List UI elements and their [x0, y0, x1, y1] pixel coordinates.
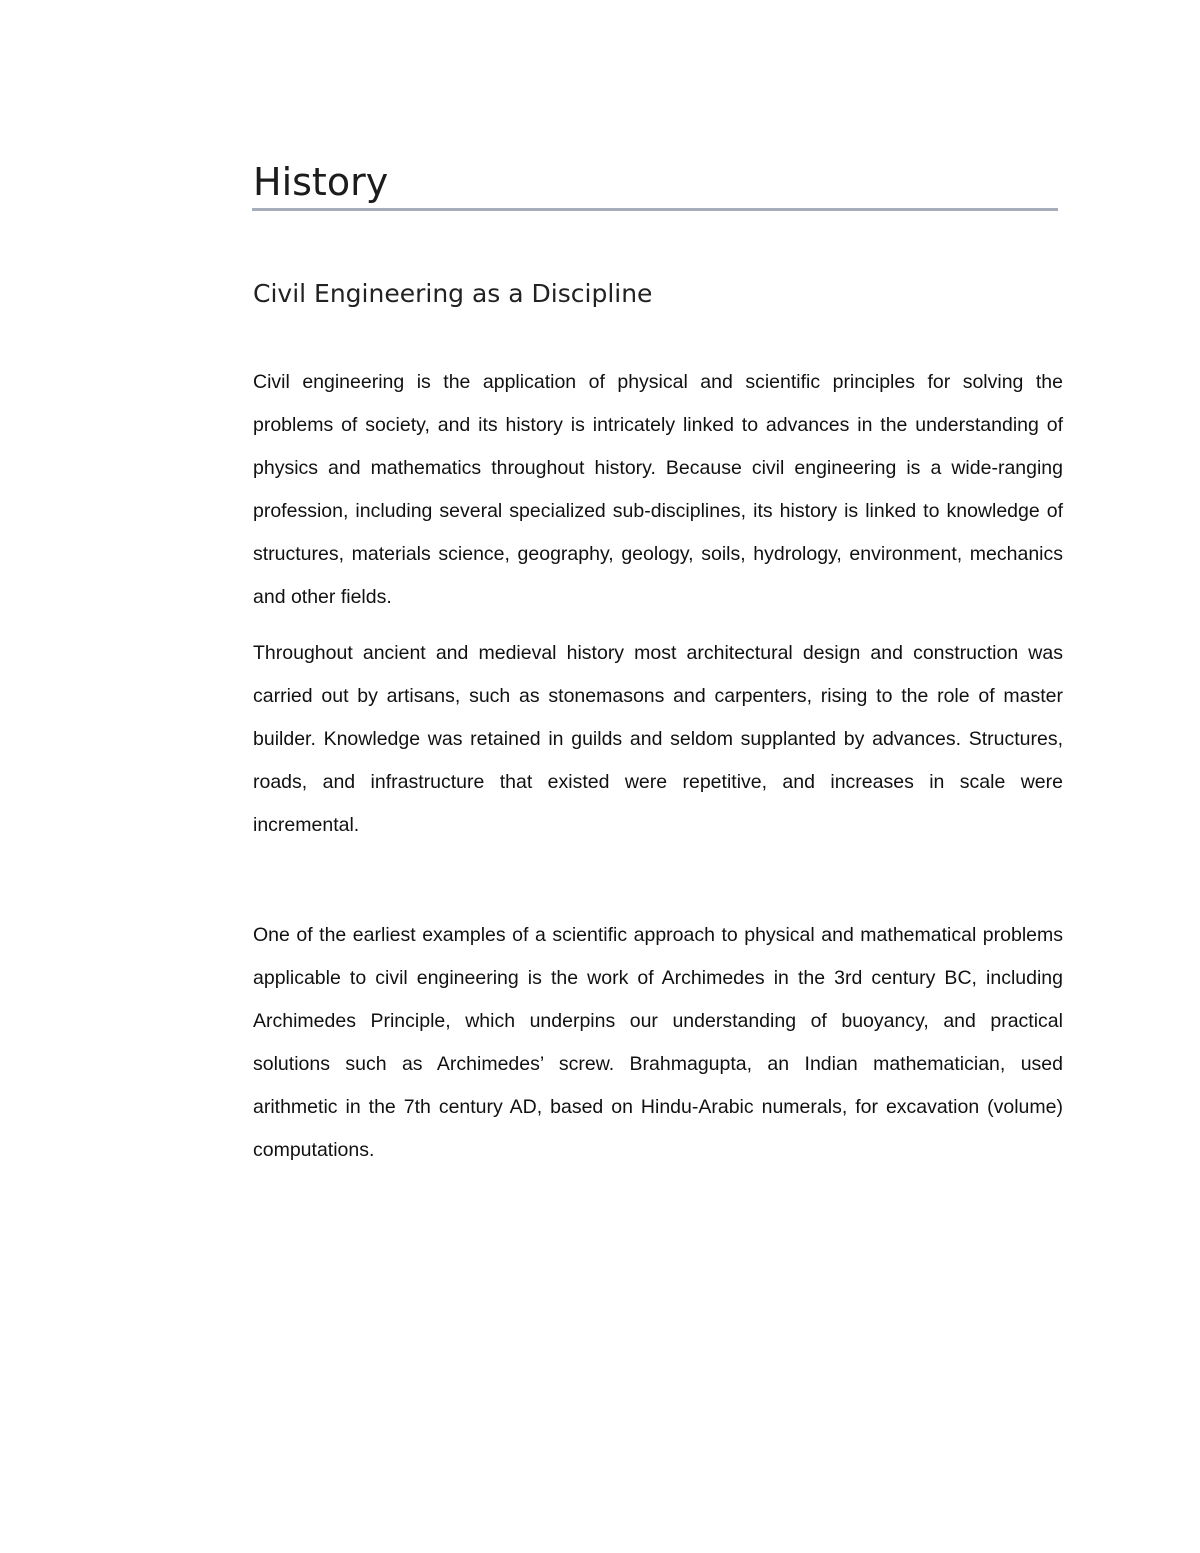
body-paragraph-1: Civil engineering is the application of physical and scientific principles for solving the problems of society, and its history is intricately linked to advances in the understanding of physics and mathematics throughout history. Because civil engineering is a wide-ranging profession, including several specialized sub-disciplines, its history is linked to knowledge of structures, materials science, geography, geology, soils, hydrology, environment, mechanics and other fields.: [253, 371, 1063, 608]
body-paragraph-3: One of the earliest examples of a scientific approach to physical and mathematical problems applicable to civil engineering is the work of Archimedes in the 3rd century BC, including Archimedes Principle, which underpins our understanding of buoyancy, and practical solutions such as Archimedes’ screw. Brahmagupta, an Indian mathematician, used arithmetic in the 7th century AD, based on Hindu-Arabic numerals, for excavation (volume) computations.: [253, 924, 1063, 1161]
section-heading: Civil Engineering as a Discipline: [253, 279, 653, 308]
page-title: History: [253, 160, 389, 204]
body-paragraph-2: Throughout ancient and medieval history most architectural design and construction was carried out by artisans, such as stonemasons and carpenters, rising to the role of master builder. Knowledge was retained in guilds and seldom supplanted by advances. Structures, roads, and infrastructure that existed were repetitive, and increases in scale were incremental.: [253, 642, 1063, 836]
title-underline-divider: [252, 208, 1058, 211]
